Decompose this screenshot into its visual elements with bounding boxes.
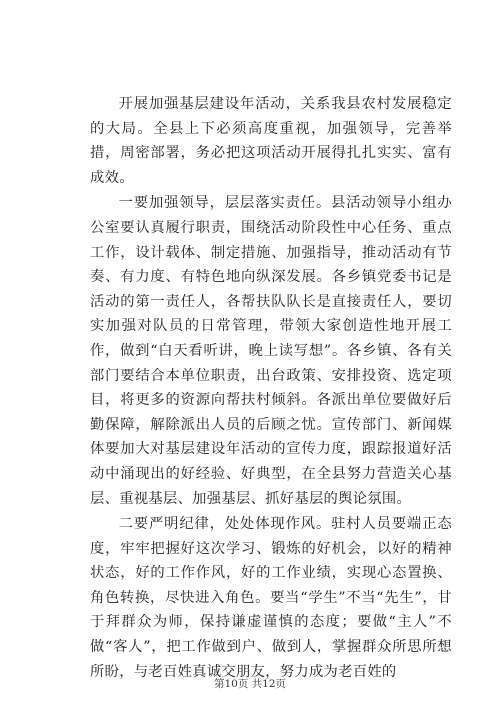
paragraph-discipline: 二要严明纪律，处处体现作风。驻村人员要端正态度，牢牢把握好这次学习、锻炼的好机会，以好的精神状态，好的工作作风，好的工作业绩，实现心态置换、角色转换，尽快进入角色。要当“学生”不当“先生”，甘于拜群众为师，保持谦虚谨慎的态度；要做“主人”不做“客人”，把工作做到户、做到人，掌握群众所思所想所盼，与老百姓真诚交朋友，努力成为老百姓的 [90, 516, 452, 680]
paragraph-leadership: 一要加强领导，层层落实责任。县活动领导小组办公室要认真履行职责，围绕活动阶段性中心任务、重点工作，设计载体、制定措施、加强指导，推动活动有节奏、有力度、有特色地向纵深发展。各乡镇党委书记是活动的第一责任人，各帮扶队队长是直接责任人，要切实加强对队员的日常管理，带领大家创造性地开展工作，做到“白天看听讲，晚上读写想”。各乡镇、各有关部门要结合本单位职责，出台政策、安排投资、选定项目，将更多的资源向帮扶村倾斜。各派出单位要做好后勤保障，解除派出人员的后顾之忧。宣传部门、新闻媒体要加大对基层建设年活动的宣传力度，跟踪报道好活动中涌现出的好经验、好典型，在全县努力营造关心基层、重视基层、加强基层、抓好基层的舆论氛围。 [90, 195, 452, 507]
page-number-footer: 第10页 共12页 [213, 678, 287, 690]
document-body [90, 92, 452, 685]
paragraph-intro: 开展加强基层建设年活动，关系我县农村发展稳定的大局。全县上下必须高度重视，加强领导，完善举措，周密部署，务必把这项活动开展得扎扎实实、富有成效。 [90, 96, 452, 186]
